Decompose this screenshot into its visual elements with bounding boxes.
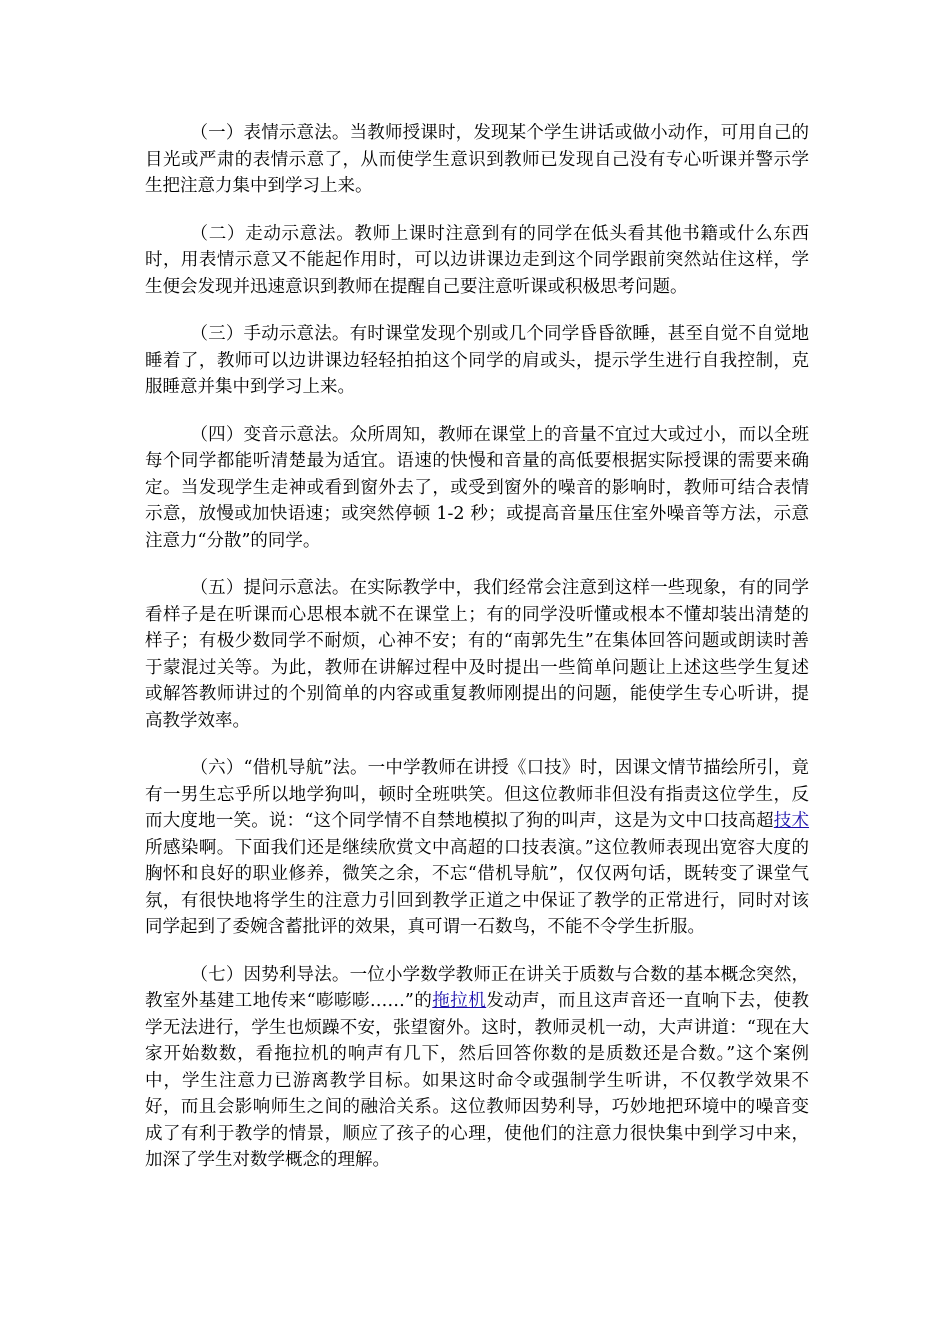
paragraph-text: （四）变音示意法。众所周知，教师在课堂上的音量不宜过大或过小，而以全班每个同学都能听清楚最为适宜。语速的快慢和音量的高低要根据实际授课的需要来确定。当发现学生走神或看到窗外去了，或受到窗外的噪音的影响时，教师可结合表情示意，放慢或加快语速；或突然停顿 1-2 秒；或提高音量压住室外噪音等方法，示意注意力“分散”的同学。 <box>145 424 809 551</box>
paragraph-7 <box>145 962 809 1174</box>
paragraph-text: 发动声，而且这声音还一直响下去，使教学无法进行，学生也烦躁不安，张望窗外。这时，教师灵机一动，大声讲道：“现在大家开始数数，看拖拉机的响声有几下，然后回答你数的是质数还是合数。”这个案例中，学生注意力已游离教学目标。如果这时命令或强制学生听讲，不仅教学效果不好，而且会影响师生之间的融洽关系。这位教师因势利导，巧妙地把环境中的噪音变成了有利于教学的情景，顺应了孩子的心理，使他们的注意力很快集中到学习中来，加深了学生对数学概念的理解。 <box>145 991 810 1170</box>
paragraph-6 <box>145 755 809 941</box>
link-tuolaji[interactable]: 拖拉机 <box>432 991 487 1011</box>
paragraph-1 <box>145 120 809 200</box>
paragraph-5 <box>145 575 809 734</box>
paragraph-text: 所感染啊。下面我们还是继续欣赏文中高超的口技表演。”这位教师表现出宽容大度的胸怀和良好的职业修养，微笑之余，不忘“借机导航”，仅仅两句话，既转变了课堂气氛，有很快地将学生的注意力引回到教学正道之中保证了教学的正常进行，同时对该同学起到了委婉含蓄批评的效果，真可谓一石数鸟，不能不令学生折服。 <box>145 837 809 937</box>
link-jishu[interactable]: 技术 <box>773 811 810 831</box>
paragraph-text: （一）表情示意法。当教师授课时，发现某个学生讲话或做小动作，可用自己的目光或严肃的表情示意了，从而使学生意识到教师已发现自己没有专心听课并警示学生把注意力集中到学习上来。 <box>145 123 809 196</box>
paragraph-text: （五）提问示意法。在实际教学中，我们经常会注意到这样一些现象，有的同学看样子是在听课而心思根本就不在课堂上；有的同学没听懂或根本不懂却装出清楚的样子；有极少数同学不耐烦，心神不安；有的“南郭先生”在集体回答问题或朗读时善于蒙混过关等。为此，教师在讲解过程中及时提出一些简单问题让上述这些学生复述或解答教师讲过的个别简单的内容或重复教师刚提出的问题，能使学生专心听讲，提高教学效率。 <box>145 578 809 731</box>
paragraph-2 <box>145 221 809 301</box>
paragraph-text: （二）走动示意法。教师上课时注意到有的同学在低头看其他书籍或什么东西时，用表情示意又不能起作用时，可以边讲课边走到这个同学跟前突然站住这样，学生便会发现并迅速意识到教师在提醒自己要注意听课或积极思考问题。 <box>145 223 809 297</box>
document-body <box>145 120 809 1195</box>
paragraph-4 <box>145 422 809 555</box>
paragraph-3 <box>145 321 809 401</box>
paragraph-text: （六）“借机导航”法。一中学教师在讲授《口技》时，因课文情节描绘所引，竟有一男生忘乎所以地学狗叫，顿时全班哄笑。但这位教师非但没有指责这位学生，反而大度地一笑。说：“这个同学情不自禁地模拟了狗的叫声，这是为文中口技高超 <box>145 758 809 831</box>
paragraph-text: （七）因势利导法。一位小学数学教师正在讲关于质数与合数的基本概念突然，教室外基建工地传来“嘭嘭嘭……”的 <box>145 964 809 1011</box>
paragraph-text: （三）手动示意法。有时课堂发现个别或几个同学昏昏欲睡，甚至自觉不自觉地睡着了，教师可以边讲课边轻轻拍拍这个同学的肩或头，提示学生进行自我控制，克服睡意并集中到学习上来。 <box>145 324 809 397</box>
